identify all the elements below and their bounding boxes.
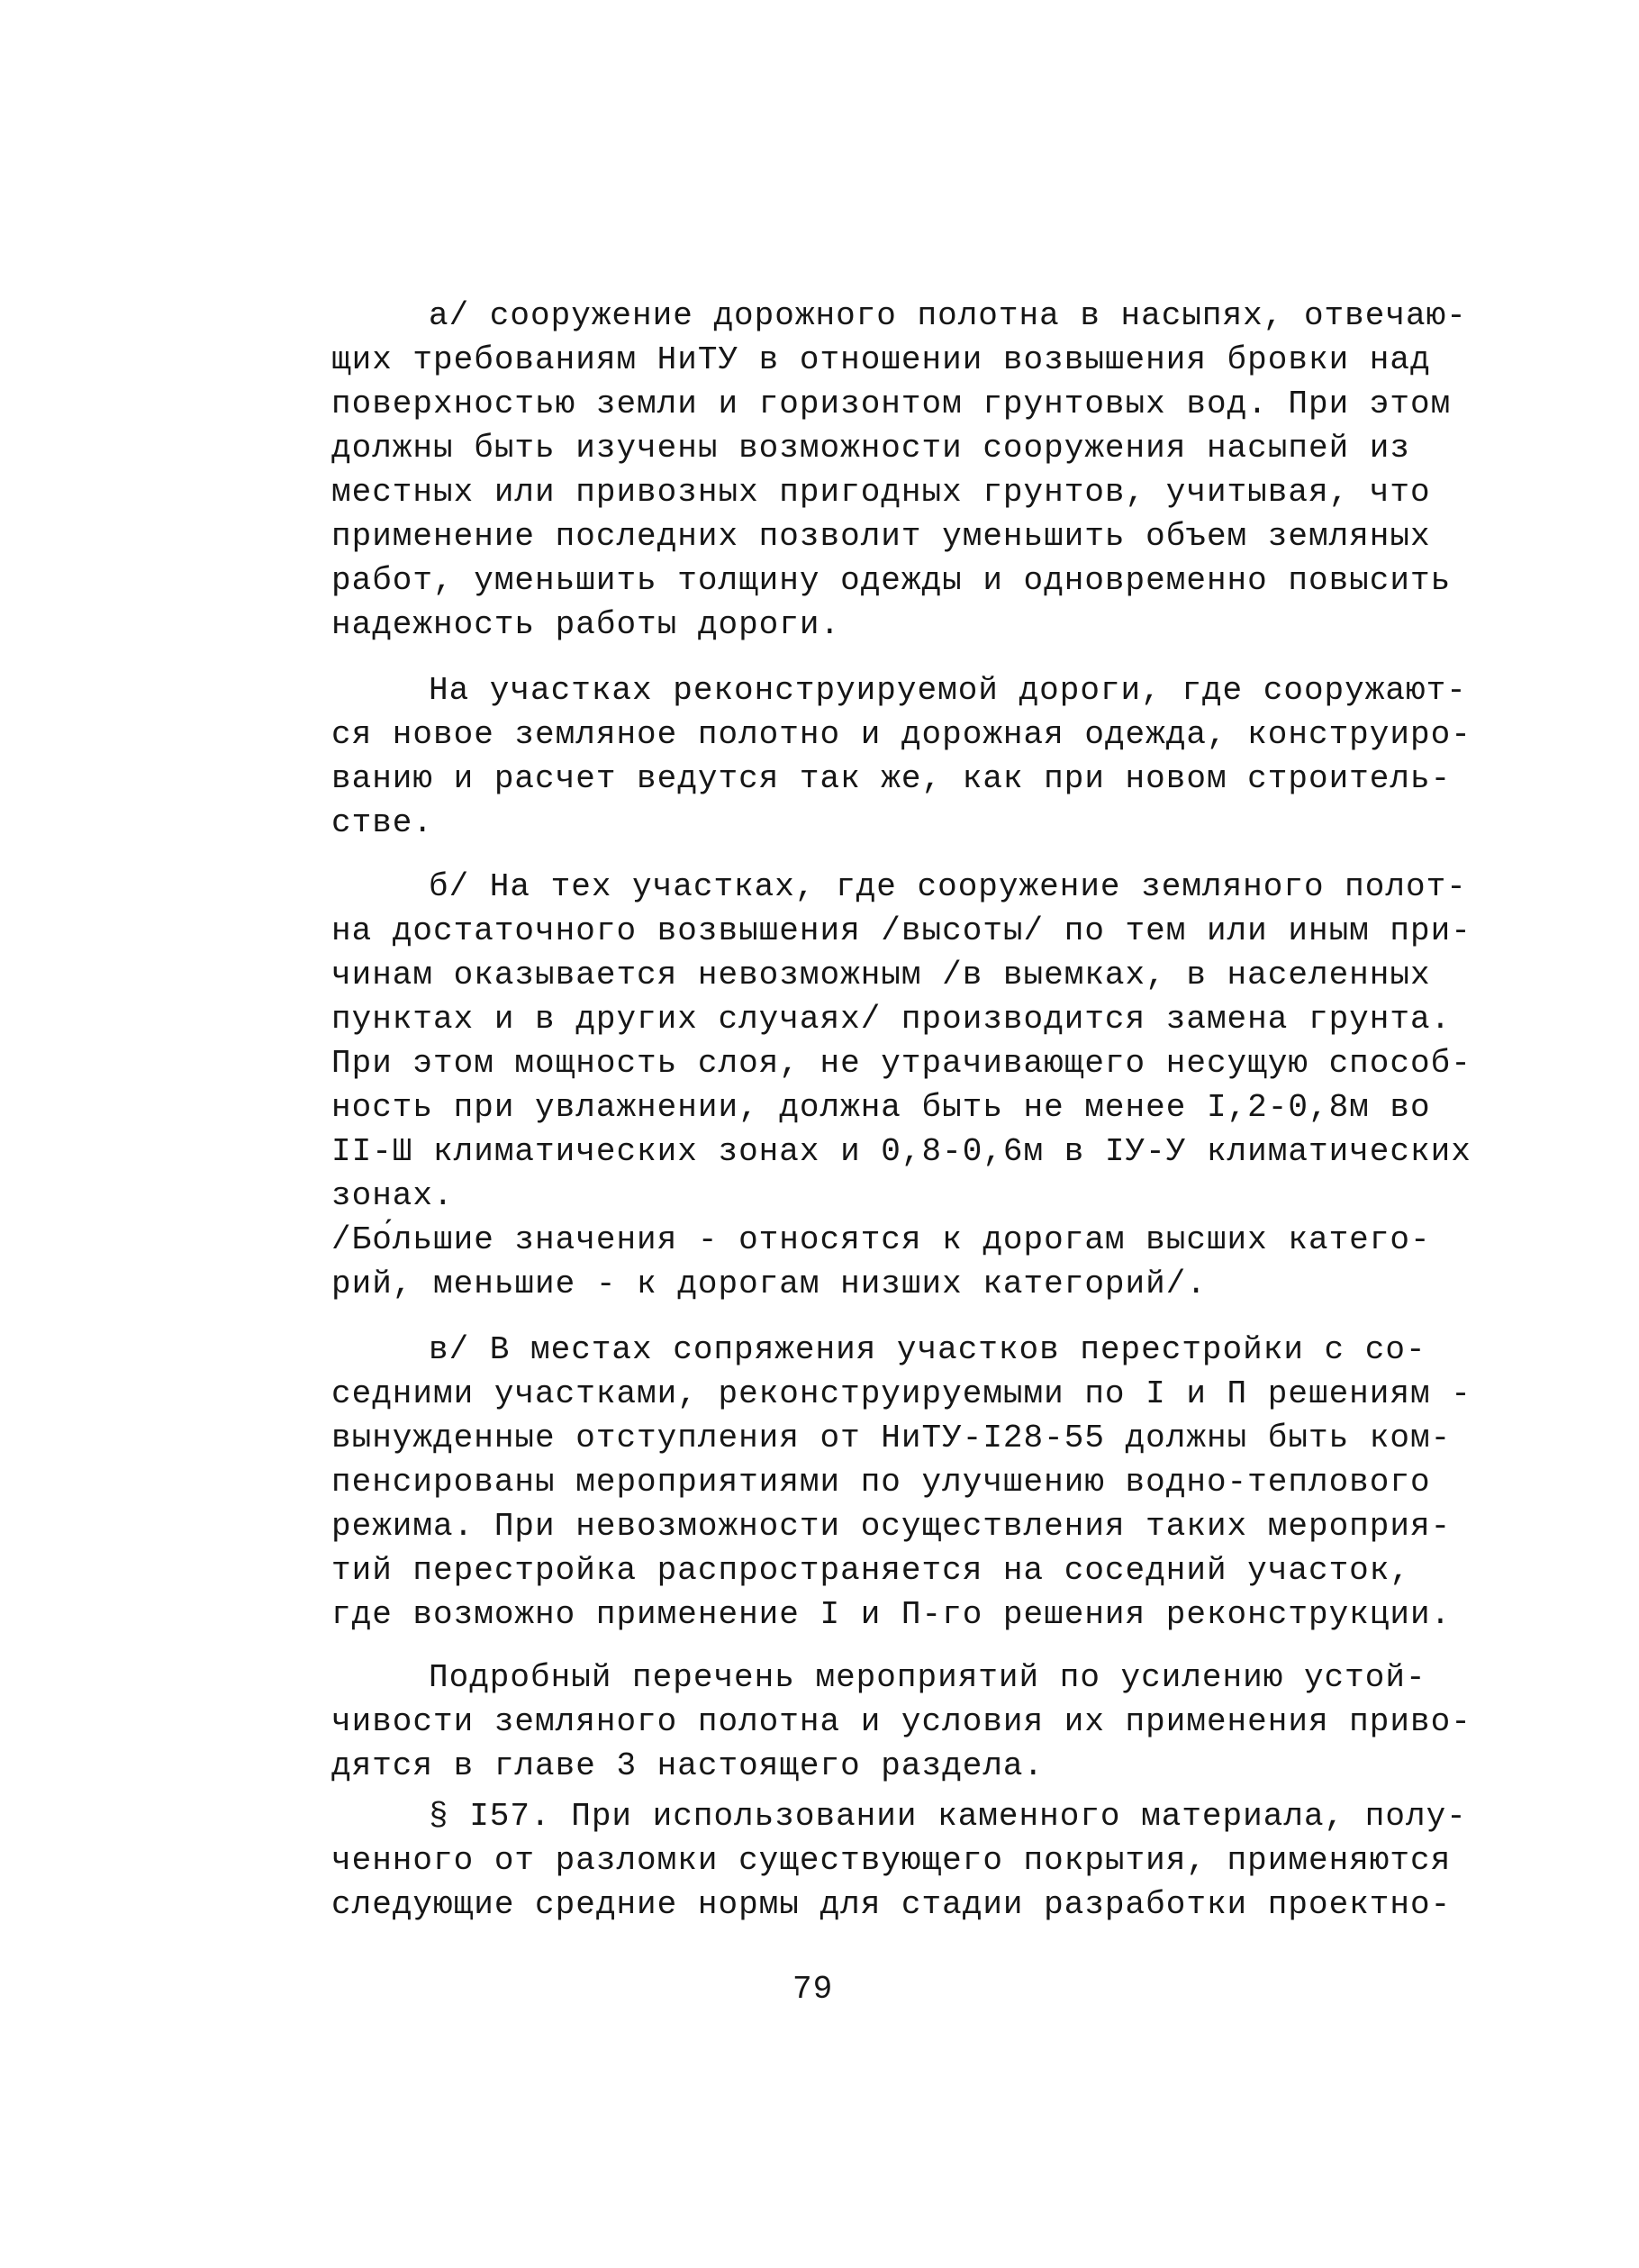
text-line: чивости земляного полотна и условия их применения приво-: [331, 1703, 1471, 1740]
text-line: б/ На тех участках, где сооружение земляного полот-: [429, 868, 1467, 905]
text-line: на достаточного возвышения /высоты/ по тем или иным при-: [331, 912, 1471, 949]
text-line: где возможно применение I и П-го решения реконструкции.: [331, 1596, 1452, 1633]
text-line: /Бо́льшие значения - относятся к дорогам высших катего-: [331, 1221, 1431, 1258]
text-line: ся новое земляное полотно и дорожная одежда, конструиро-: [331, 716, 1471, 753]
text-line: поверхностью земли и горизонтом грунтовых вод. При этом: [331, 386, 1452, 422]
text-line: § I57. При использовании каменного материала, полу-: [429, 1798, 1467, 1835]
text-line: а/ сооружение дорожного полотна в насыпях, отвечаю-: [429, 297, 1467, 334]
page-number: 79: [792, 1971, 834, 2008]
paragraph-a: [331, 294, 1467, 647]
paragraph-reconstruction-sections: [331, 668, 1471, 845]
text-line: Подробный перечень мероприятий по усилению устой-: [429, 1659, 1426, 1696]
text-line: стве.: [331, 804, 434, 841]
text-line: режима. При невозможности осуществления таких мероприя-: [331, 1508, 1452, 1545]
text-line: зонах.: [331, 1177, 454, 1214]
text-line: ванию и расчет ведутся так же, как при новом строитель-: [331, 760, 1452, 797]
paragraph-b: [331, 865, 1471, 1306]
text-line: применение последних позволит уменьшить объем земляных: [331, 518, 1431, 555]
text-line: надежность работы дороги.: [331, 606, 841, 643]
text-line: чинам оказывается невозможным /в выемках, в населенных: [331, 957, 1431, 993]
text-line: щих требованиям НиТУ в отношении возвышения бровки над: [331, 341, 1431, 378]
paragraph-v: [331, 1328, 1471, 1637]
text-line: пенсированы мероприятиями по улучшению водно-теплового: [331, 1464, 1431, 1501]
text-line: рий, меньшие - к дорогам низших категорий/.: [331, 1266, 1207, 1302]
text-line: На участках реконструируемой дороги, где сооружают-: [429, 672, 1467, 709]
text-line: местных или привозных пригодных грунтов, учитывая, что: [331, 474, 1431, 511]
text-line: в/ В местах сопряжения участков перестройки с со-: [429, 1331, 1426, 1368]
paragraph-measures-list: [331, 1656, 1471, 1788]
text-line: тий перестройка распространяется на соседний участок,: [331, 1552, 1410, 1589]
text-line: ченного от разломки существующего покрытия, применяются: [331, 1842, 1452, 1879]
text-line: пунктах и в других случаях/ производится замена грунта.: [331, 1001, 1452, 1038]
text-line: II-Ш климатических зонах и 0,8-0,6м в IУ-У климатических: [331, 1133, 1471, 1170]
text-line: ность при увлажнении, должна быть не менее I,2-0,8м во: [331, 1089, 1431, 1126]
text-line: седними участками, реконструируемыми по I и П решениям -: [331, 1375, 1471, 1412]
text-line: следующие средние нормы для стадии разработки проектно-: [331, 1886, 1452, 1923]
text-line: работ, уменьшить толщину одежды и одновременно повысить: [331, 562, 1452, 599]
text-line: При этом мощность слоя, не утрачивающего несущую способ-: [331, 1045, 1471, 1082]
text-line: дятся в главе 3 настоящего раздела.: [331, 1747, 1045, 1784]
text-line: вынужденные отступления от НиТУ-I28-55 должны быть ком-: [331, 1420, 1452, 1456]
text-line: должны быть изучены возможности сооружения насыпей из: [331, 430, 1410, 467]
paragraph-section-157: [331, 1794, 1467, 1927]
